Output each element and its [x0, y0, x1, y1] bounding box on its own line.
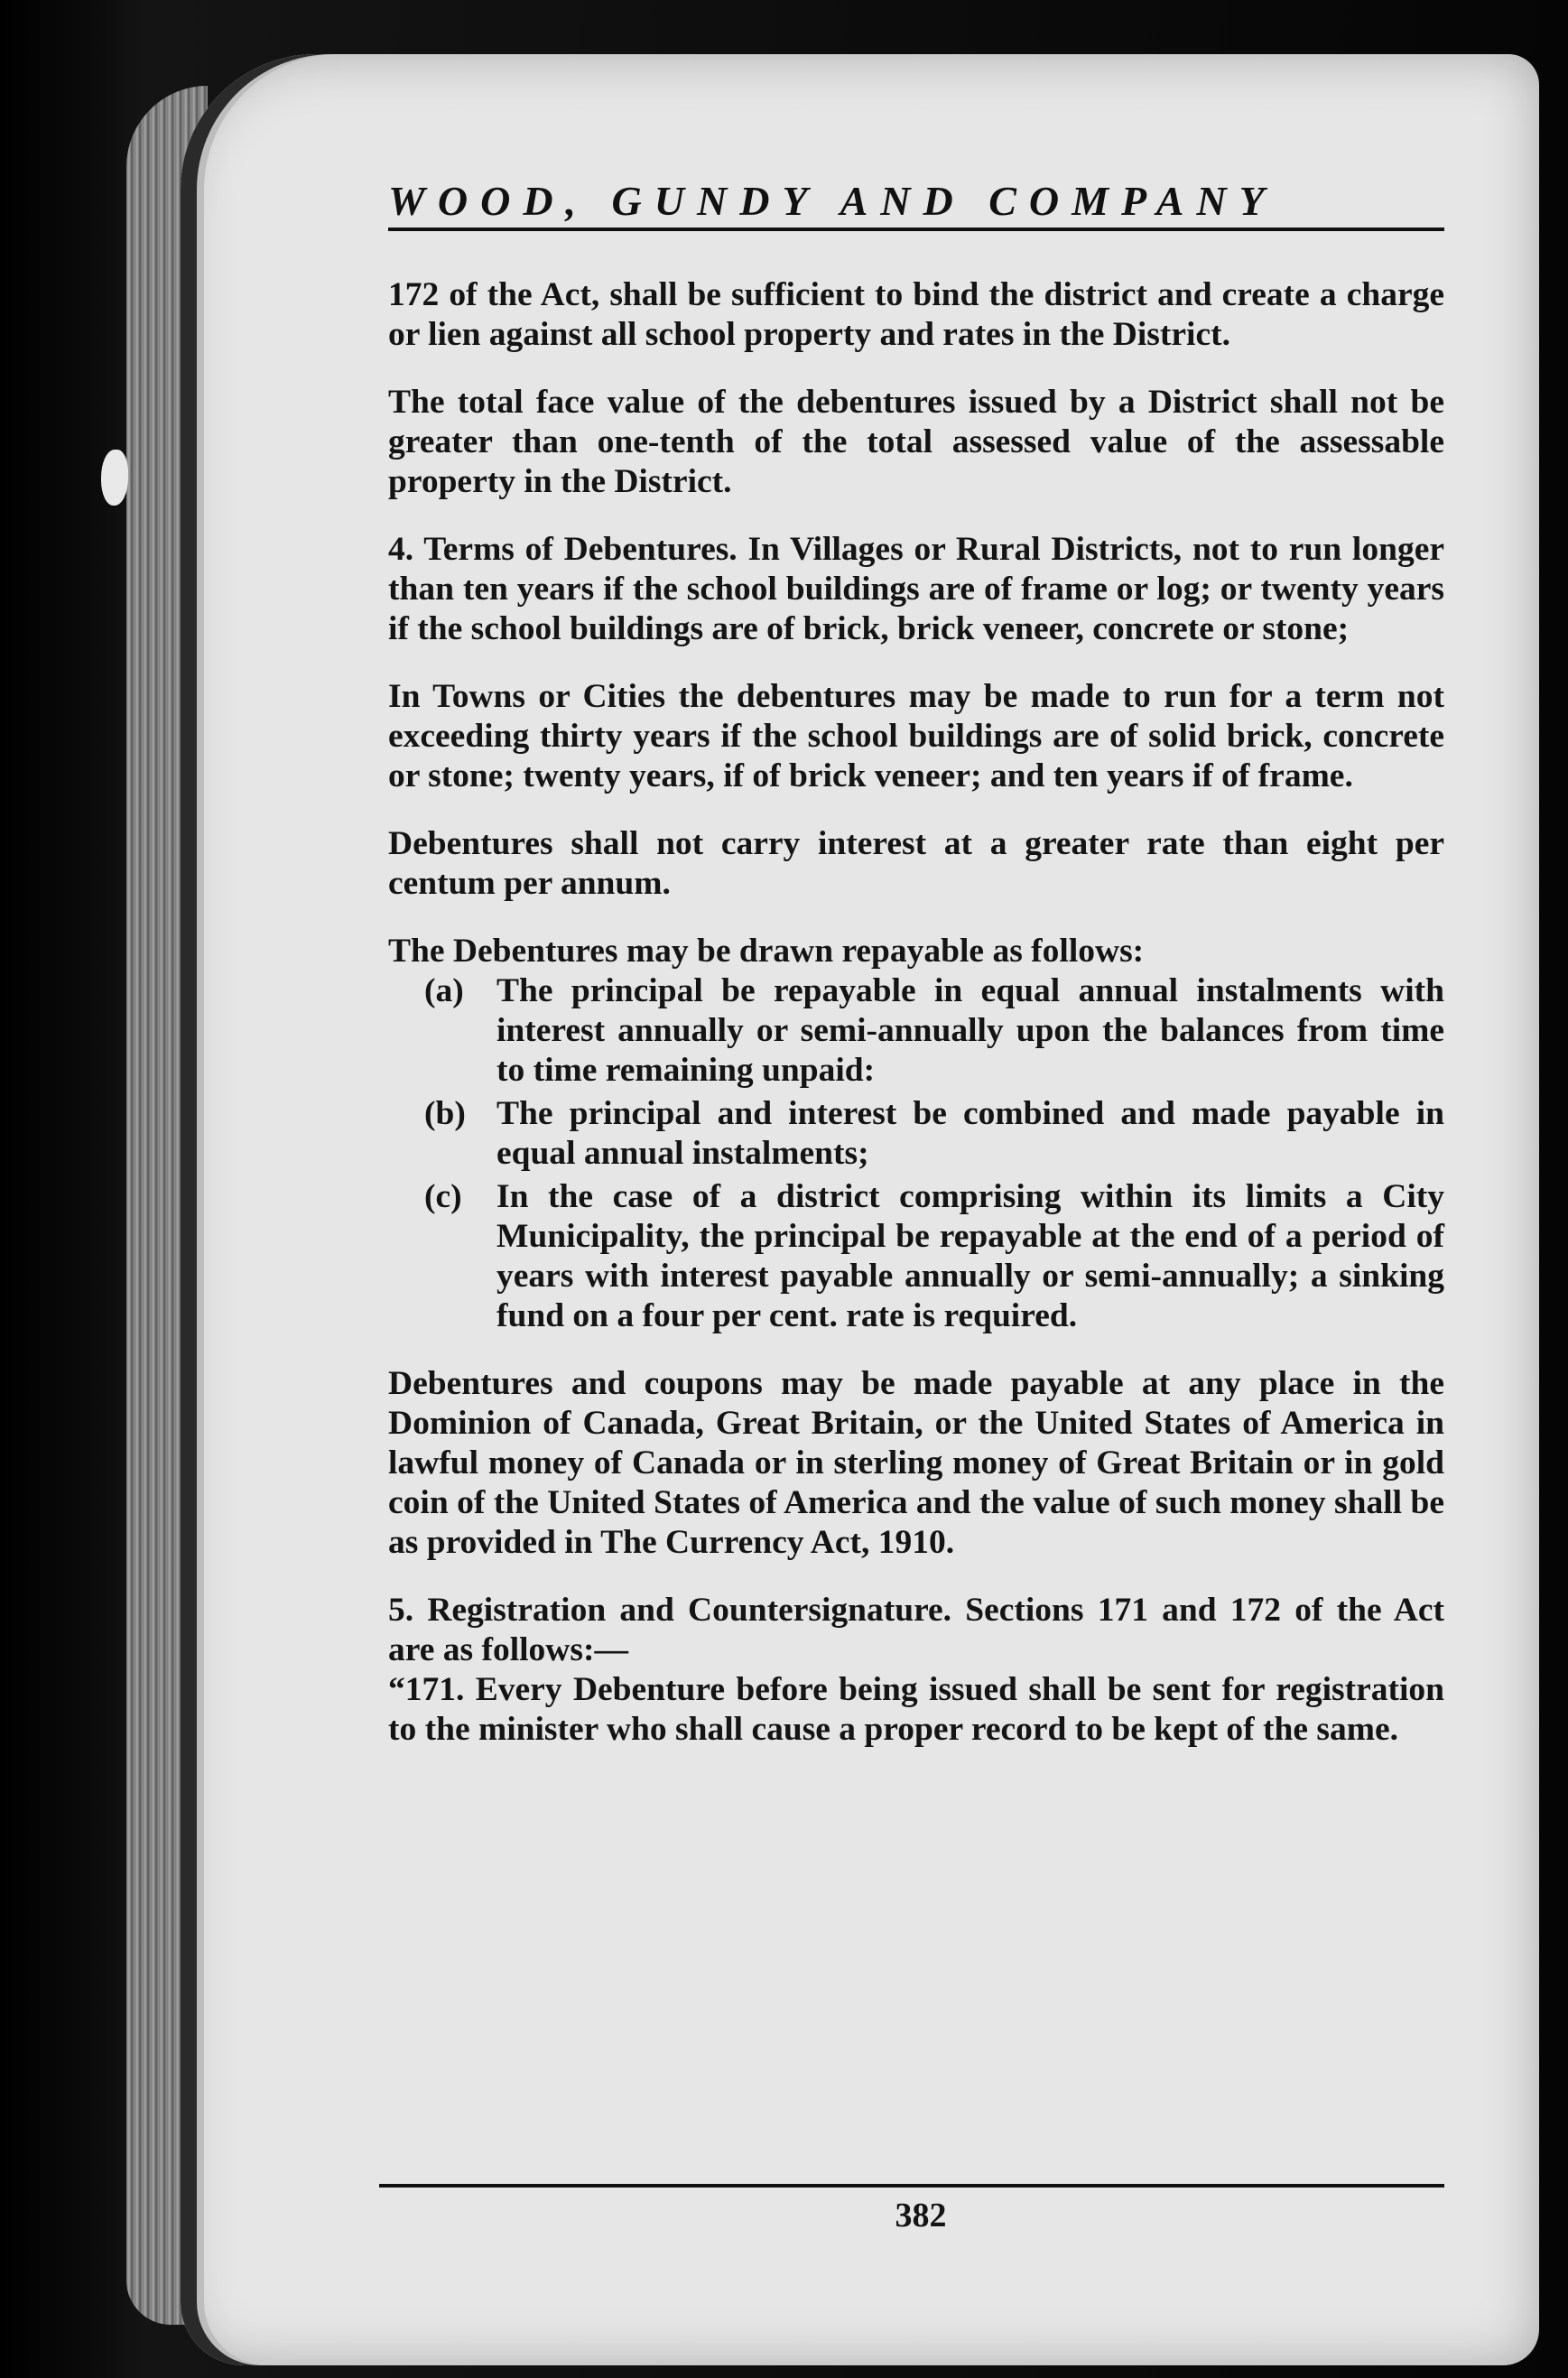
paragraph-face-value: The total face value of the debentures issued by a District shall not be greater than one-tenth of the total assessed value of the assessable property in the District.: [388, 384, 1444, 500]
paragraph-interest-rate: Debentures shall not carry interest at a greater rate than eight per centum per annum.: [388, 825, 1444, 902]
list-item: [388, 971, 1444, 1091]
paragraph-terms-text: In Villages or Rural Districts, not to run longer than ten years if the school buildings are of frame or log; or twenty years if the school buildings are of brick, brick veneer, concrete or stone;: [388, 531, 1444, 647]
repayment-options-list: [388, 971, 1444, 1336]
list-marker: (b): [424, 1095, 466, 1132]
paragraph-lien: 172 of the Act, shall be sufficient to bind the district and create a charge or lien against all school property and rates in the District.: [388, 276, 1444, 353]
paragraph-repayment-intro: The Debentures may be drawn repayable as follows:: [388, 933, 1145, 970]
list-marker: (a): [424, 972, 464, 1009]
paragraph-payment-place: Debentures and coupons may be made payable at any place in the Dominion of Canada, Great Britain, or the United States of America in lawful money of Canada or in sterling money of Great Britain or in gold coin of the United States of America and the value of such money shall be as provided in The Currency Act, 1910.: [388, 1365, 1444, 1561]
list-item: [388, 1094, 1444, 1174]
paragraph-towns-cities: In Towns or Cities the debentures may be made to run for a term not exceeding thirty years if the school buildings are of solid brick, concrete or stone; twenty years, if of brick veneer; and ten years if of frame.: [388, 678, 1444, 794]
paragraph-terms: [388, 530, 1444, 649]
paragraph-registration-text: Sections 171 and 172 of the Act are as follows:—: [388, 1592, 1444, 1668]
running-header: WOOD, GUNDY AND COMPANY: [388, 178, 1277, 224]
page-number: 382: [895, 2197, 947, 2234]
paragraph-section-171: “171. Every Debenture before being issued shall be sent for registration to the minister who shall cause a proper record to be kept of the same.: [388, 1671, 1444, 1748]
page-body: [388, 275, 1444, 1778]
section-heading-registration: 5. Registration and Countersignature.: [388, 1592, 952, 1629]
footer-rule: [379, 2184, 1444, 2188]
list-marker: (c): [424, 1178, 462, 1215]
section-heading-terms: 4. Terms of Debentures.: [388, 531, 738, 568]
paragraph-registration: [388, 1591, 1444, 1670]
margin-speck: [101, 450, 128, 506]
list-item-text: The principal be repayable in equal annual instalments with interest annually or semi-annually upon the balances from time to time remaining unpaid:: [496, 972, 1444, 1089]
header-rule: [388, 228, 1444, 231]
list-item-text: In the case of a district comprising within its limits a City Municipality, the principal be repayable at the end of a period of years with interest payable annually or semi-annually; a sinking fund on a four per cent. rate is required.: [496, 1178, 1444, 1334]
list-item: [388, 1177, 1444, 1336]
list-item-text: The principal and interest be combined and made payable in equal annual instalments;: [496, 1095, 1444, 1172]
